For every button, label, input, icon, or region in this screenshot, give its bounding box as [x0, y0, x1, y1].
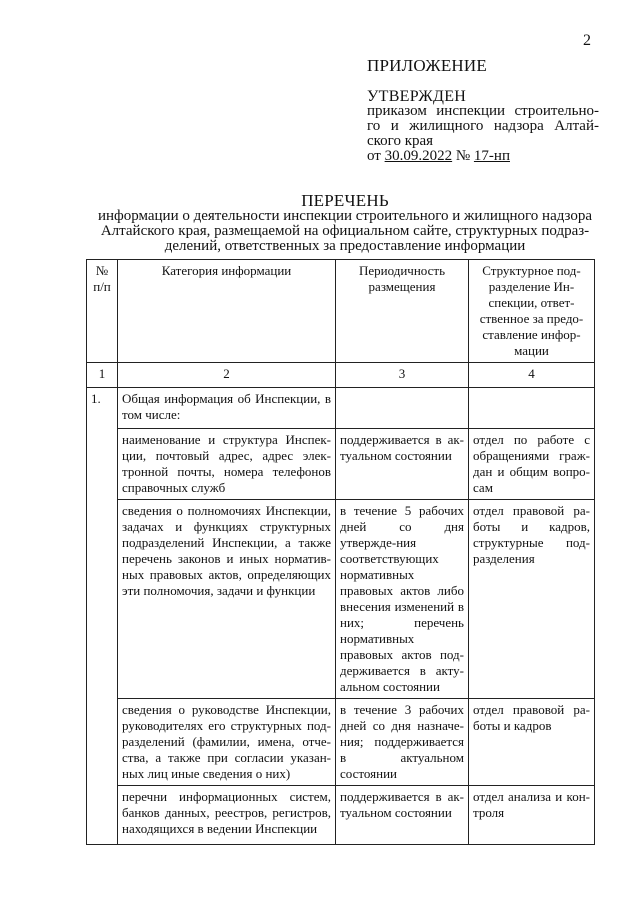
period-cell: в течение 3 рабочих дней со дня назначе-ния; поддерживается в актуальном состоянии	[336, 699, 469, 786]
document-heading	[80, 193, 610, 254]
column-number: 2	[118, 363, 336, 388]
period-cell: поддерживается в ак-туальном состоянии	[336, 786, 469, 845]
table-row	[87, 388, 595, 429]
approved-label: УТВЕРЖДЕН	[367, 88, 467, 105]
period-cell: в течение 5 рабочих дней со дня утвержде-ния соответствующих нормативных правовых актов либо внесения изменений в них; перечень нормативных правовых актов под-держивается в акту-альном состоянии	[336, 500, 469, 699]
category-cell: перечни информационных систем, банков данных, реестров, регистров, находящихся в ведении Инспекции	[118, 786, 336, 845]
information-table	[86, 259, 595, 845]
order-line	[367, 148, 510, 164]
header-cell-category: Категория информации	[118, 260, 336, 363]
table-row	[87, 786, 595, 845]
column-number: 1	[87, 363, 118, 388]
category-cell: Общая информация об Инспекции, в том числе:	[118, 388, 336, 429]
department-cell: отдел по работе с обращениями граж-дан и общим вопро-сам	[469, 429, 595, 500]
column-number: 4	[469, 363, 595, 388]
table-row	[87, 699, 595, 786]
header-cell-period: Периодичность размещения	[336, 260, 469, 363]
table-row	[87, 429, 595, 500]
appendix-label: ПРИЛОЖЕНИЕ	[367, 56, 487, 75]
page-number: 2	[583, 32, 591, 49]
column-number: 3	[336, 363, 469, 388]
department-cell: отдел правовой ра-боты и кадров, структурные под-разделения	[469, 500, 595, 699]
column-number-row	[87, 363, 595, 388]
order-date: 30.09.2022	[384, 148, 453, 164]
order-prefix: от	[367, 148, 381, 164]
department-cell	[469, 388, 595, 429]
order-number: 17-нп	[473, 148, 510, 164]
order-text: приказом инспекции строительно-го и жилищного надзора Алтай-ского края	[367, 103, 599, 149]
period-cell: поддерживается в ак-туальном состоянии	[336, 429, 469, 500]
document-title: ПЕРЕЧЕНЬ	[301, 191, 389, 210]
header-cell-number: № п/п	[87, 260, 118, 363]
header-row	[87, 260, 595, 363]
approval-block	[367, 58, 599, 164]
department-cell: отдел анализа и кон-троля	[469, 786, 595, 845]
category-cell: сведения о полномочиях Инспекции, задачах и функциях структурных подразделений Инспекции, а также перечень законов и иных норматив-ных правовых актов, определяющих эти полномочия, задачи и функции	[118, 500, 336, 699]
period-cell	[336, 388, 469, 429]
department-cell: отдел правовой ра-боты и кадров	[469, 699, 595, 786]
category-cell: наименование и структура Инспек-ции, почтовый адрес, адрес элек-тронной почты, номера телефонов справочных служб	[118, 429, 336, 500]
table-row	[87, 500, 595, 699]
row-number: 1.	[87, 388, 118, 845]
header-cell-department: Структурное под-разделение Ин-спекции, ответ-ственное за предо-ставление инфор-мации	[469, 260, 595, 363]
document-subtitle: информации о деятельности инспекции строительного и жилищного надзора Алтайского края, размещаемой на официальном сайте, структурных подраз-делений, ответственных за предоставление информации	[97, 208, 593, 254]
number-sign: №	[455, 148, 471, 164]
category-cell: сведения о руководстве Инспекции, руководителях его структурных под-разделений (фамилии, имена, отче-ства, а также при согласии указан-ных лиц иные сведения о них)	[118, 699, 336, 786]
